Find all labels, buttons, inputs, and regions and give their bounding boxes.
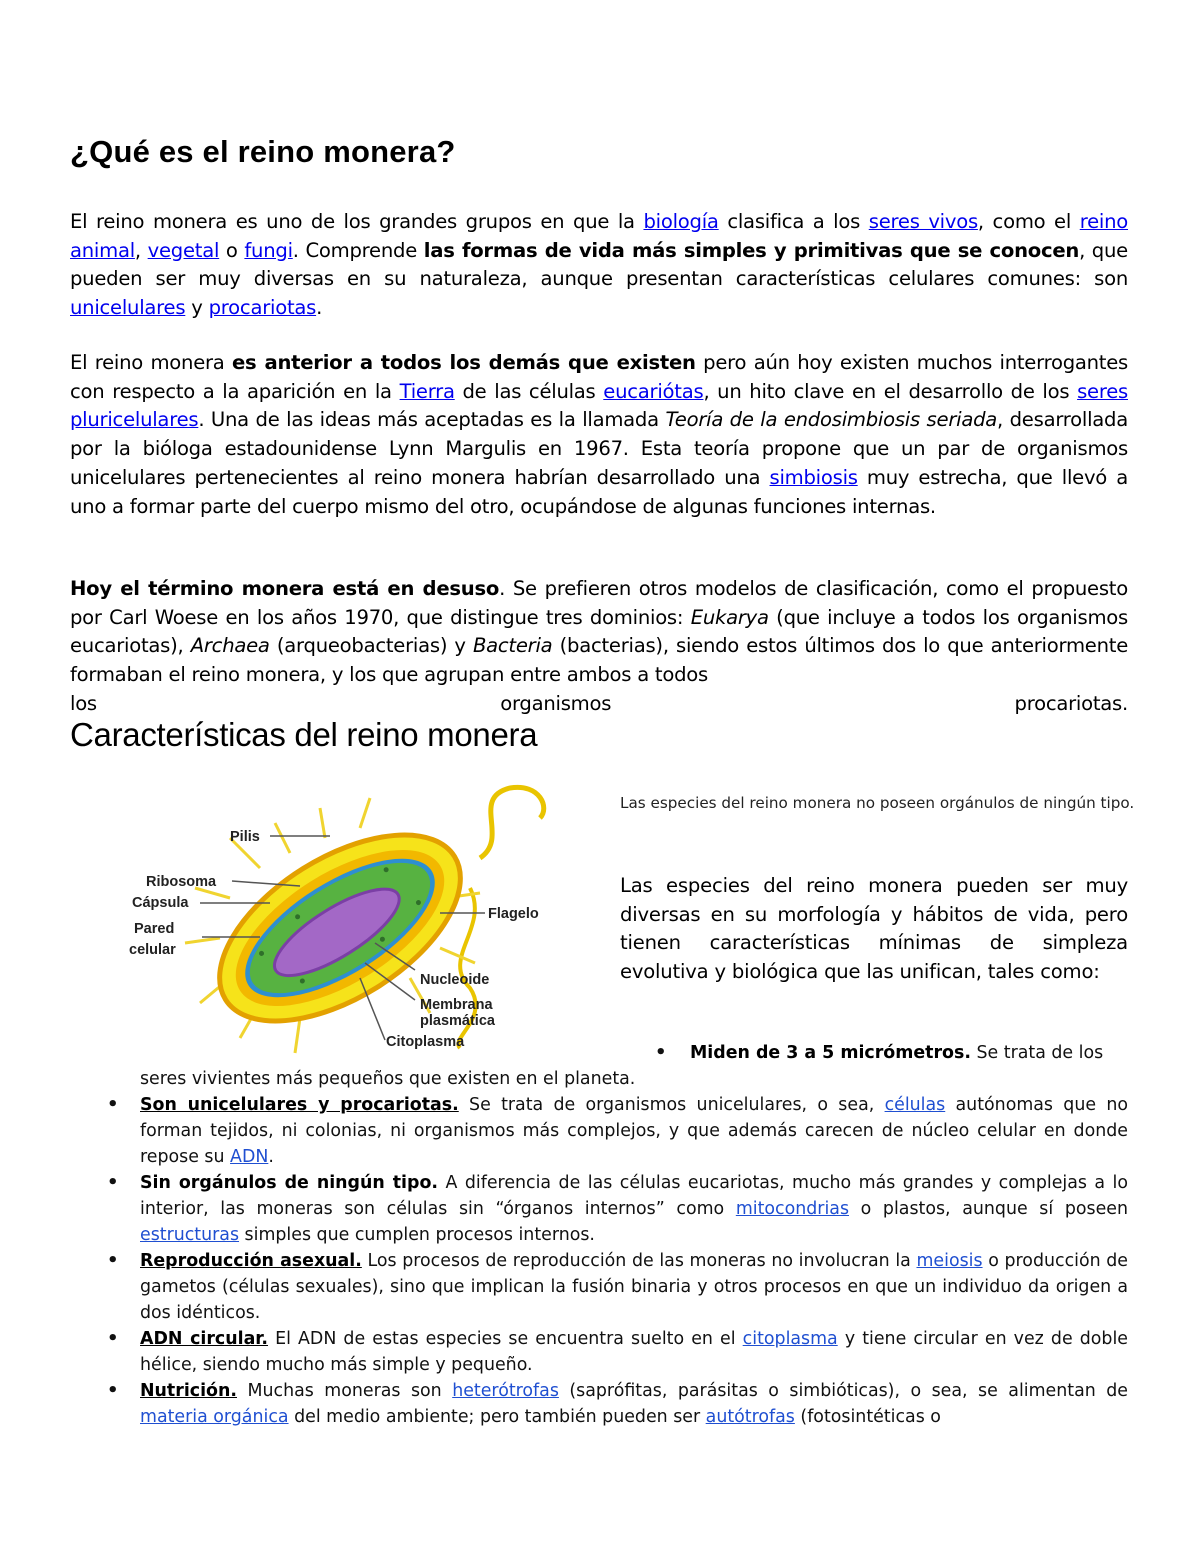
bacteria-illustration: [110, 778, 600, 1058]
label-nucleoide: Nucleoide: [420, 972, 490, 988]
bullet-icon: •: [107, 1250, 119, 1271]
bullet-icon: •: [107, 1172, 119, 1193]
text: seres vivientes más pequeños que existen en el planeta.: [140, 1069, 636, 1089]
link-citoplasma[interactable]: citoplasma: [742, 1329, 838, 1349]
label-membrana: Membrana: [420, 997, 493, 1013]
paragraph-body: [70, 575, 1128, 690]
list-item: [107, 1326, 1128, 1378]
list-item-lead: Son unicelulares y procariotas.: [140, 1095, 459, 1115]
bold-text: es anterior a todos los demás que existen: [232, 351, 696, 374]
page-title: ¿Qué es el reino monera?: [70, 134, 456, 169]
list-item-lead: Miden de 3 a 5 micrómetros.: [690, 1043, 971, 1063]
text: (arqueobacterias) y: [269, 634, 473, 658]
text: El ADN de estas especies se encuentra suelto en el: [268, 1329, 743, 1349]
text: o plastos, aunque sí poseen: [849, 1199, 1128, 1219]
link-estructuras[interactable]: estructuras: [140, 1225, 240, 1245]
label-flagelo: Flagelo: [488, 906, 539, 922]
paragraph-last-line: [70, 690, 1128, 719]
text: .: [268, 1147, 274, 1167]
text: de las células: [454, 379, 604, 403]
text: los: [70, 691, 97, 715]
paragraph-intro: [70, 208, 1128, 323]
list-item: [107, 1378, 1128, 1430]
label-capsula: Cápsula: [132, 895, 189, 911]
text: .: [316, 296, 323, 320]
text: . Una de las ideas más aceptadas es la llamada: [198, 408, 666, 432]
label-plasmatica: plasmática: [420, 1013, 495, 1029]
label-pilis: Pilis: [230, 829, 260, 845]
list-item-first-line: [140, 1040, 1128, 1066]
text: Muchas moneras son: [237, 1381, 453, 1401]
link-meiosis[interactable]: meiosis: [916, 1251, 983, 1271]
link-seres-pluricelulares[interactable]: seres pluricelulares: [70, 379, 1128, 432]
text: del medio ambiente; pero también pueden ser: [288, 1407, 706, 1427]
paragraph-origin: [70, 349, 1128, 521]
list-item-lead: Sin orgánulos de ningún tipo.: [140, 1173, 439, 1193]
text: y tiene circular en vez de doble hélice, siendo mucho más simple y pequeño.: [140, 1329, 1128, 1375]
paragraph-classification: [70, 575, 1128, 719]
text: , un hito clave en el desarrollo de los: [703, 379, 1078, 403]
text: (bacterias), siendo estos últimos dos lo que anteriormente formaban el reino monera, y los que agrupan entre ambos a todos: [70, 634, 1128, 687]
text: ,: [134, 238, 148, 262]
link-autotrofas[interactable]: autótrofas: [705, 1407, 795, 1427]
list-item: [0, 1040, 1128, 1092]
list-item-lead: Reproducción asexual.: [140, 1251, 362, 1271]
text: , que pueden ser muy diversas en su naturaleza, aunque presentan características celulares comunes: son: [70, 238, 1128, 291]
bold-text: las formas de vida más simples y primitivas que se conocen: [423, 238, 1080, 262]
link-adn[interactable]: ADN: [230, 1147, 269, 1167]
link-seres-vivos[interactable]: seres vivos: [868, 210, 978, 233]
label-celular: celular: [129, 942, 176, 958]
text: clasifica a los: [718, 210, 869, 233]
label-pared: Pared: [134, 921, 175, 937]
text: autónomas que no forman tejidos, ni colonias, ni organismos más complejos, y que además carecen de núcleo celular en donde repose su: [140, 1095, 1129, 1167]
link-celulas[interactable]: células: [884, 1095, 946, 1115]
text: . Comprende: [292, 238, 424, 262]
text: y: [185, 296, 209, 320]
link-biologia[interactable]: biología: [643, 210, 719, 233]
label-ribosoma: Ribosoma: [146, 874, 217, 890]
link-materia-organica[interactable]: materia orgánica: [140, 1407, 289, 1427]
text: (fotosintéticas o: [794, 1407, 941, 1427]
link-heterotrofas[interactable]: heterótrofas: [452, 1381, 559, 1401]
list-item: [107, 1248, 1129, 1326]
text: . Se prefieren otros modelos de clasificación, como el propuesto por Carl Woese en los años 1970, que distingue tres dominios:: [70, 577, 1128, 629]
link-mitocondrias[interactable]: mitocondrias: [735, 1199, 850, 1219]
text: Los procesos de reproducción de las moneras no involucran la: [361, 1251, 917, 1271]
italic-text: Archaea: [190, 634, 270, 658]
list-item-lead: Nutrición.: [140, 1381, 237, 1401]
text: pero aún hoy existen muchos interrogantes con respecto a la aparición en la: [70, 351, 1128, 403]
text: , como el: [977, 210, 1080, 233]
bold-text: Hoy el término monera está en desuso: [70, 577, 500, 600]
text: , desarrollada por la bióloga estadounidense Lynn Margulis en 1967. Esta teoría propone que un par de organismos unicelulares pertenecientes al reino monera habrían desarrollado una: [70, 408, 1128, 489]
link-procariotas[interactable]: procariotas: [208, 296, 317, 320]
list-item-lead: ADN circular.: [140, 1329, 269, 1349]
bullet-icon: •: [107, 1328, 119, 1349]
side-intro: Las especies del reino monera pueden ser muy diversas en su morfología y hábitos de vida, pero tienen características mínimas de simpleza evolutiva y biológica que las unifican, tales como:: [620, 874, 1128, 983]
bullet-icon: •: [107, 1380, 119, 1401]
text: organismos: [500, 691, 612, 715]
bullet-icon: •: [655, 1042, 667, 1063]
link-fungi[interactable]: fungi: [244, 238, 293, 262]
link-unicelulares[interactable]: unicelulares: [70, 296, 186, 320]
text: El reino monera: [70, 351, 232, 374]
list-item: [107, 1170, 1129, 1248]
bacteria-diagram: [110, 778, 600, 1058]
characteristics-list: [0, 1040, 1200, 1430]
link-reino-animal[interactable]: reino animal: [70, 210, 1129, 262]
section-title: Características del reino monera: [70, 716, 538, 753]
text: A diferencia de las células eucariotas, mucho más grandes y complejas a lo interior, las moneras son células sin “órganos internos” como: [140, 1173, 1129, 1219]
text: o producción de gametos (células sexuales), sino que implican la fusión binaria y otros procesos en que un individuo da origen a dos idénticos.: [140, 1251, 1129, 1323]
link-tierra[interactable]: Tierra: [399, 379, 455, 403]
flagellum-shape: [480, 787, 544, 858]
text: (que incluye a todos los organismos eucariotas),: [70, 605, 1128, 658]
text: o: [219, 238, 245, 262]
text: procariotas.: [1014, 691, 1128, 715]
text: muy estrecha, que llevó a uno a formar parte del cuerpo mismo del otro, ocupándose de algunas funciones internas.: [70, 465, 1128, 518]
text: Se trata de organismos unicelulares, o sea,: [458, 1095, 885, 1115]
italic-text: Teoría de la endosimbiosis seriada: [665, 408, 998, 432]
list-item: [107, 1092, 1129, 1170]
text: El reino monera es uno de los grandes grupos en que la: [70, 210, 644, 233]
italic-text: Eukarya: [690, 605, 769, 629]
side-caption: Las especies del reino monera no poseen orgánulos de ningún tipo.: [620, 794, 1135, 812]
link-simbiosis[interactable]: simbiosis: [769, 465, 858, 489]
text: simples que cumplen procesos internos.: [239, 1225, 595, 1245]
link-eucariotas[interactable]: eucariótas: [603, 379, 704, 403]
link-vegetal[interactable]: vegetal: [147, 238, 220, 262]
label-citoplasma: Citoplasma: [386, 1034, 465, 1050]
text: (saprófitas, parásitas o simbióticas), o sea, se alimentan de: [558, 1381, 1128, 1401]
text: Se trata de los: [970, 1043, 1104, 1063]
bullet-icon: •: [107, 1094, 119, 1115]
italic-text: Bacteria: [472, 634, 553, 658]
